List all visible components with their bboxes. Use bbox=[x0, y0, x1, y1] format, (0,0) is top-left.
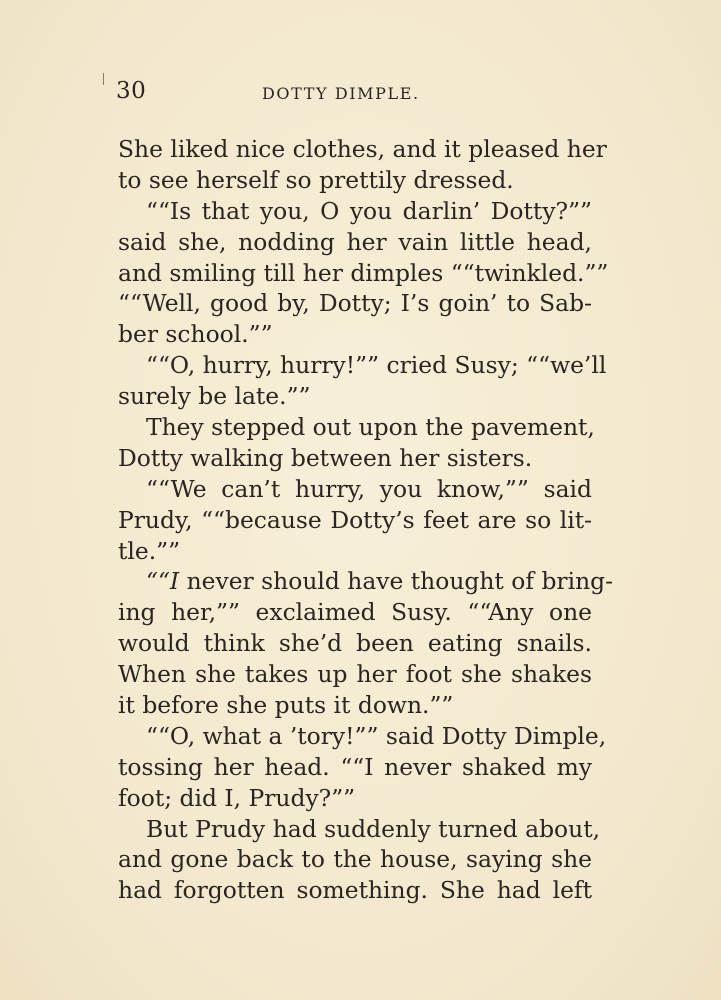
text-line: They stepped out upon the pavement, bbox=[146, 413, 595, 442]
text-line: tossing her head. ““I never shaked my bbox=[118, 752, 592, 781]
text-line: But Prudy had suddenly turned about, bbox=[146, 814, 601, 843]
text-line: Prudy, ““because Dotty’s feet are so lit- bbox=[118, 505, 592, 534]
text-line: it before she puts it down.”” bbox=[118, 691, 454, 720]
page-header bbox=[116, 78, 592, 112]
text-line: ““Well, good by, Dotty; I’s goin’ to Sab- bbox=[118, 289, 592, 318]
text-line: and gone back to the house, saying she bbox=[118, 845, 592, 874]
text-line: When she takes up her foot she shakes bbox=[118, 660, 592, 689]
text-line: ““Is that you, O you darlin’ Dotty?”” bbox=[146, 196, 592, 225]
text-line: She liked nice clothes, and it pleased her bbox=[118, 135, 607, 163]
body-text bbox=[118, 134, 614, 906]
italic-prefix: ““I bbox=[146, 567, 180, 596]
text-line: tle.”” bbox=[118, 536, 181, 565]
text-line: Dotty walking between her sisters. bbox=[118, 443, 533, 472]
margin-mark bbox=[103, 73, 104, 85]
running-head: DOTTY DIMPLE. bbox=[262, 84, 420, 103]
text-line: had forgotten something. She had left bbox=[118, 876, 592, 905]
text-line: said she, nodding her vain little head, bbox=[118, 227, 592, 256]
page-number: 30 bbox=[116, 78, 147, 104]
text-line bbox=[118, 566, 614, 597]
text-line: ““O, what a ’tory!”” said Dotty Dimple, bbox=[146, 721, 607, 750]
text-line: would think she’d been eating snails. bbox=[118, 629, 592, 658]
text-line: ber school.”” bbox=[118, 320, 273, 349]
text-line: foot; did I, Prudy?”” bbox=[118, 783, 356, 812]
text-line-rest: never should have thought of bring- bbox=[186, 567, 614, 596]
text-line: ing her,”” exclaimed Susy. ““Any one bbox=[118, 598, 592, 627]
text-line: and smiling till her dimples ““twinkled.”” bbox=[118, 258, 609, 287]
text-line: ““O, hurry, hurry!”” cried Susy; ““we’ll bbox=[146, 351, 607, 380]
text-line: surely be late.”” bbox=[118, 382, 311, 411]
text-line: to see herself so prettily dressed. bbox=[118, 165, 514, 194]
text-line: ““We can’t hurry, you know,”” said bbox=[146, 474, 592, 503]
